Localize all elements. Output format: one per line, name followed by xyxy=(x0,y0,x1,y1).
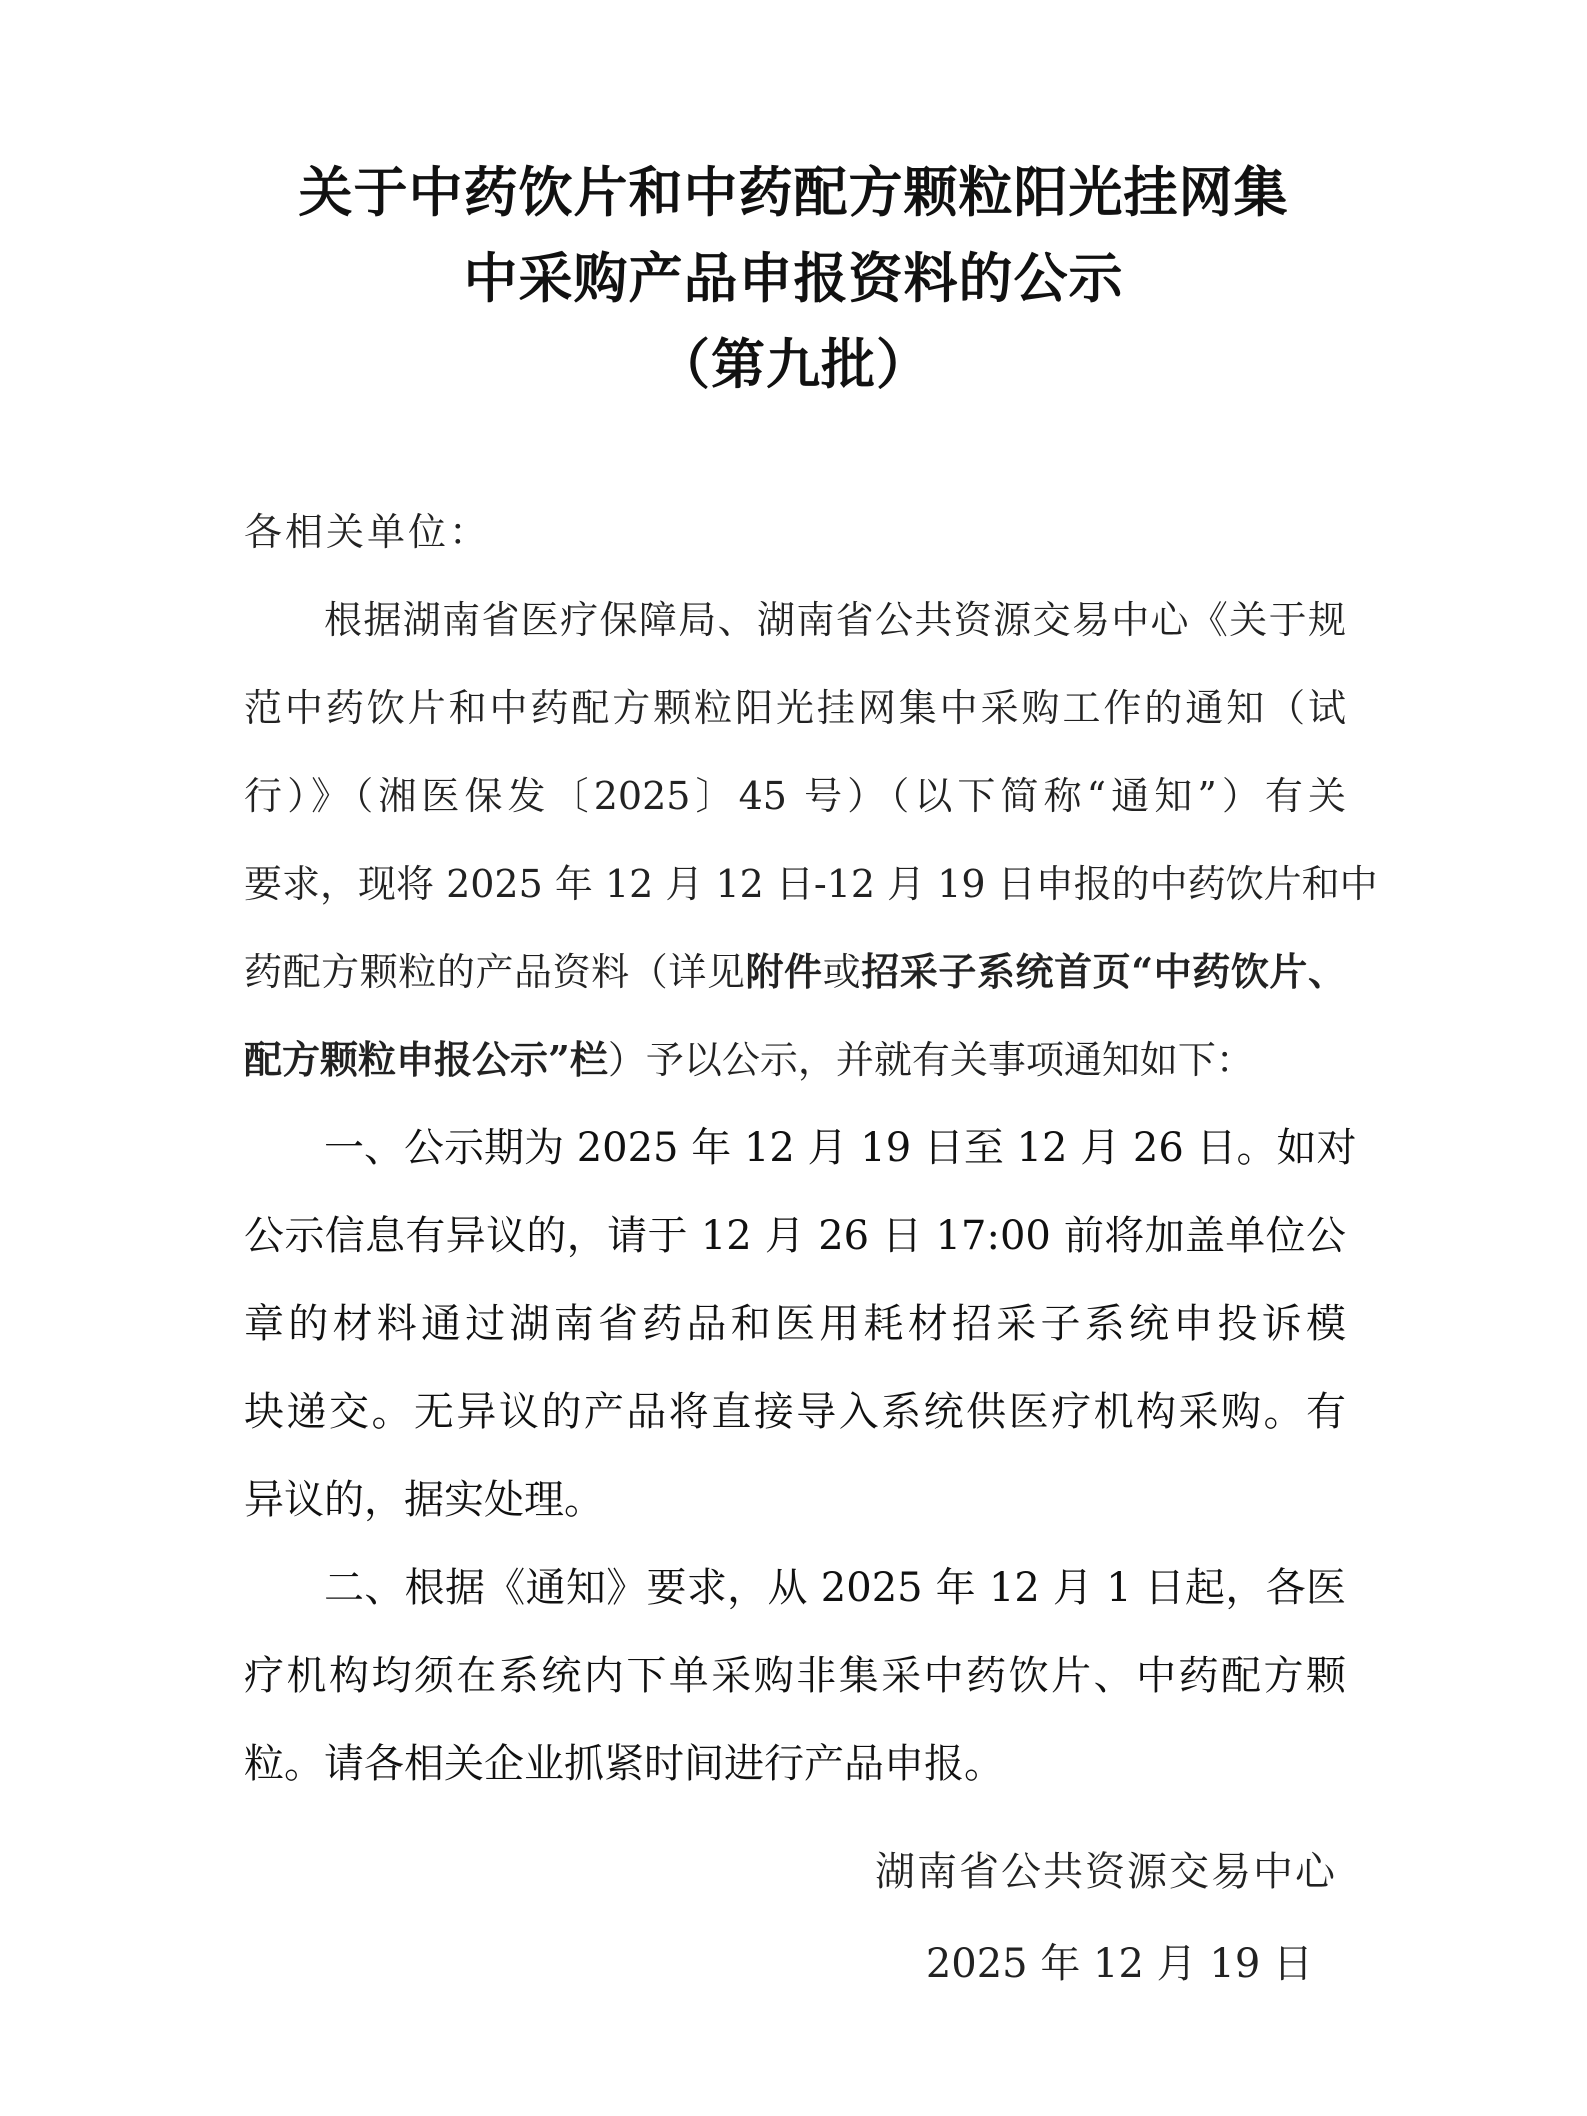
paragraph-1-line-5-text: 药配方颗粒的产品资料（详见 xyxy=(244,950,746,994)
title-line-2: 中采购产品申报资料的公示 xyxy=(463,247,1124,310)
document-body xyxy=(244,488,1378,1808)
salutation: 各相关单位： xyxy=(244,510,491,554)
attachment-reference: 附件 xyxy=(745,949,823,994)
notice-item-1-line-1: 一、公示期为 2025 年 12 月 19 日至 12 月 26 日。如对 xyxy=(324,1125,1357,1171)
paragraph-1-line-1: 根据湖南省医疗保障局、湖南省公共资源交易中心《关于规 xyxy=(324,598,1346,642)
system-homepage-reference: 招采子系统首页“中药饮片、 xyxy=(861,949,1346,994)
notice-item-1 xyxy=(244,1104,1357,1544)
title-line-1: 关于中药饮片和中药配方颗粒阳光挂网集 xyxy=(298,161,1289,224)
notice-item-1-line-2: 公示信息有异议的，请于 12 月 26 日 17:00 前将加盖单位公 xyxy=(244,1213,1346,1259)
notice-item-2-line-1: 二、根据《通知》要求，从 2025 年 12 月 1 日起，各医 xyxy=(324,1565,1346,1611)
document-title xyxy=(200,150,1387,408)
notice-item-2 xyxy=(244,1544,1346,1808)
paragraph-1-line-2: 范中药饮片和中药配方颗粒阳光挂网集中采购工作的通知（试 xyxy=(244,686,1346,730)
notice-item-2-line-3: 粒。请各相关企业抓紧时间进行产品申报。 xyxy=(244,1741,1004,1787)
paragraph-1-conjunction: 或 xyxy=(822,950,862,994)
paragraph-1-line-5 xyxy=(244,928,1346,1016)
announcement-column-reference: 配方颗粒申报公示”栏 xyxy=(244,1037,608,1082)
paragraph-1-line-4: 要求，现将 2025 年 12 月 12 日-12 月 19 日申报的中药饮片和中 xyxy=(244,862,1378,906)
title-line-3: （第九批） xyxy=(656,333,931,396)
notice-item-2-line-2: 疗机构均须在系统内下单采购非集采中药饮片、中药配方颗 xyxy=(244,1653,1346,1699)
signature-date: 2025 年 12 月 19 日 xyxy=(925,1941,1313,1987)
signature-block xyxy=(875,1826,1337,2010)
signature-organization: 湖南省公共资源交易中心 xyxy=(875,1849,1337,1895)
paragraph-1-end-text: ）予以公示，并就有关事项通知如下： xyxy=(607,1038,1254,1082)
paragraph-1-line-3: 行）》（湘医保发〔2025〕45 号）（以下简称“通知”）有关 xyxy=(244,774,1346,818)
paragraph-1-line-6 xyxy=(244,1016,1346,1104)
notice-item-1-line-5: 异议的，据实处理。 xyxy=(244,1477,604,1523)
notice-item-1-line-3: 章的材料通过湖南省药品和医用耗材招采子系统申投诉模 xyxy=(244,1301,1346,1347)
notice-item-1-line-4: 块递交。无异议的产品将直接导入系统供医疗机构采购。有 xyxy=(244,1389,1346,1435)
paragraph-1 xyxy=(244,576,1378,1104)
